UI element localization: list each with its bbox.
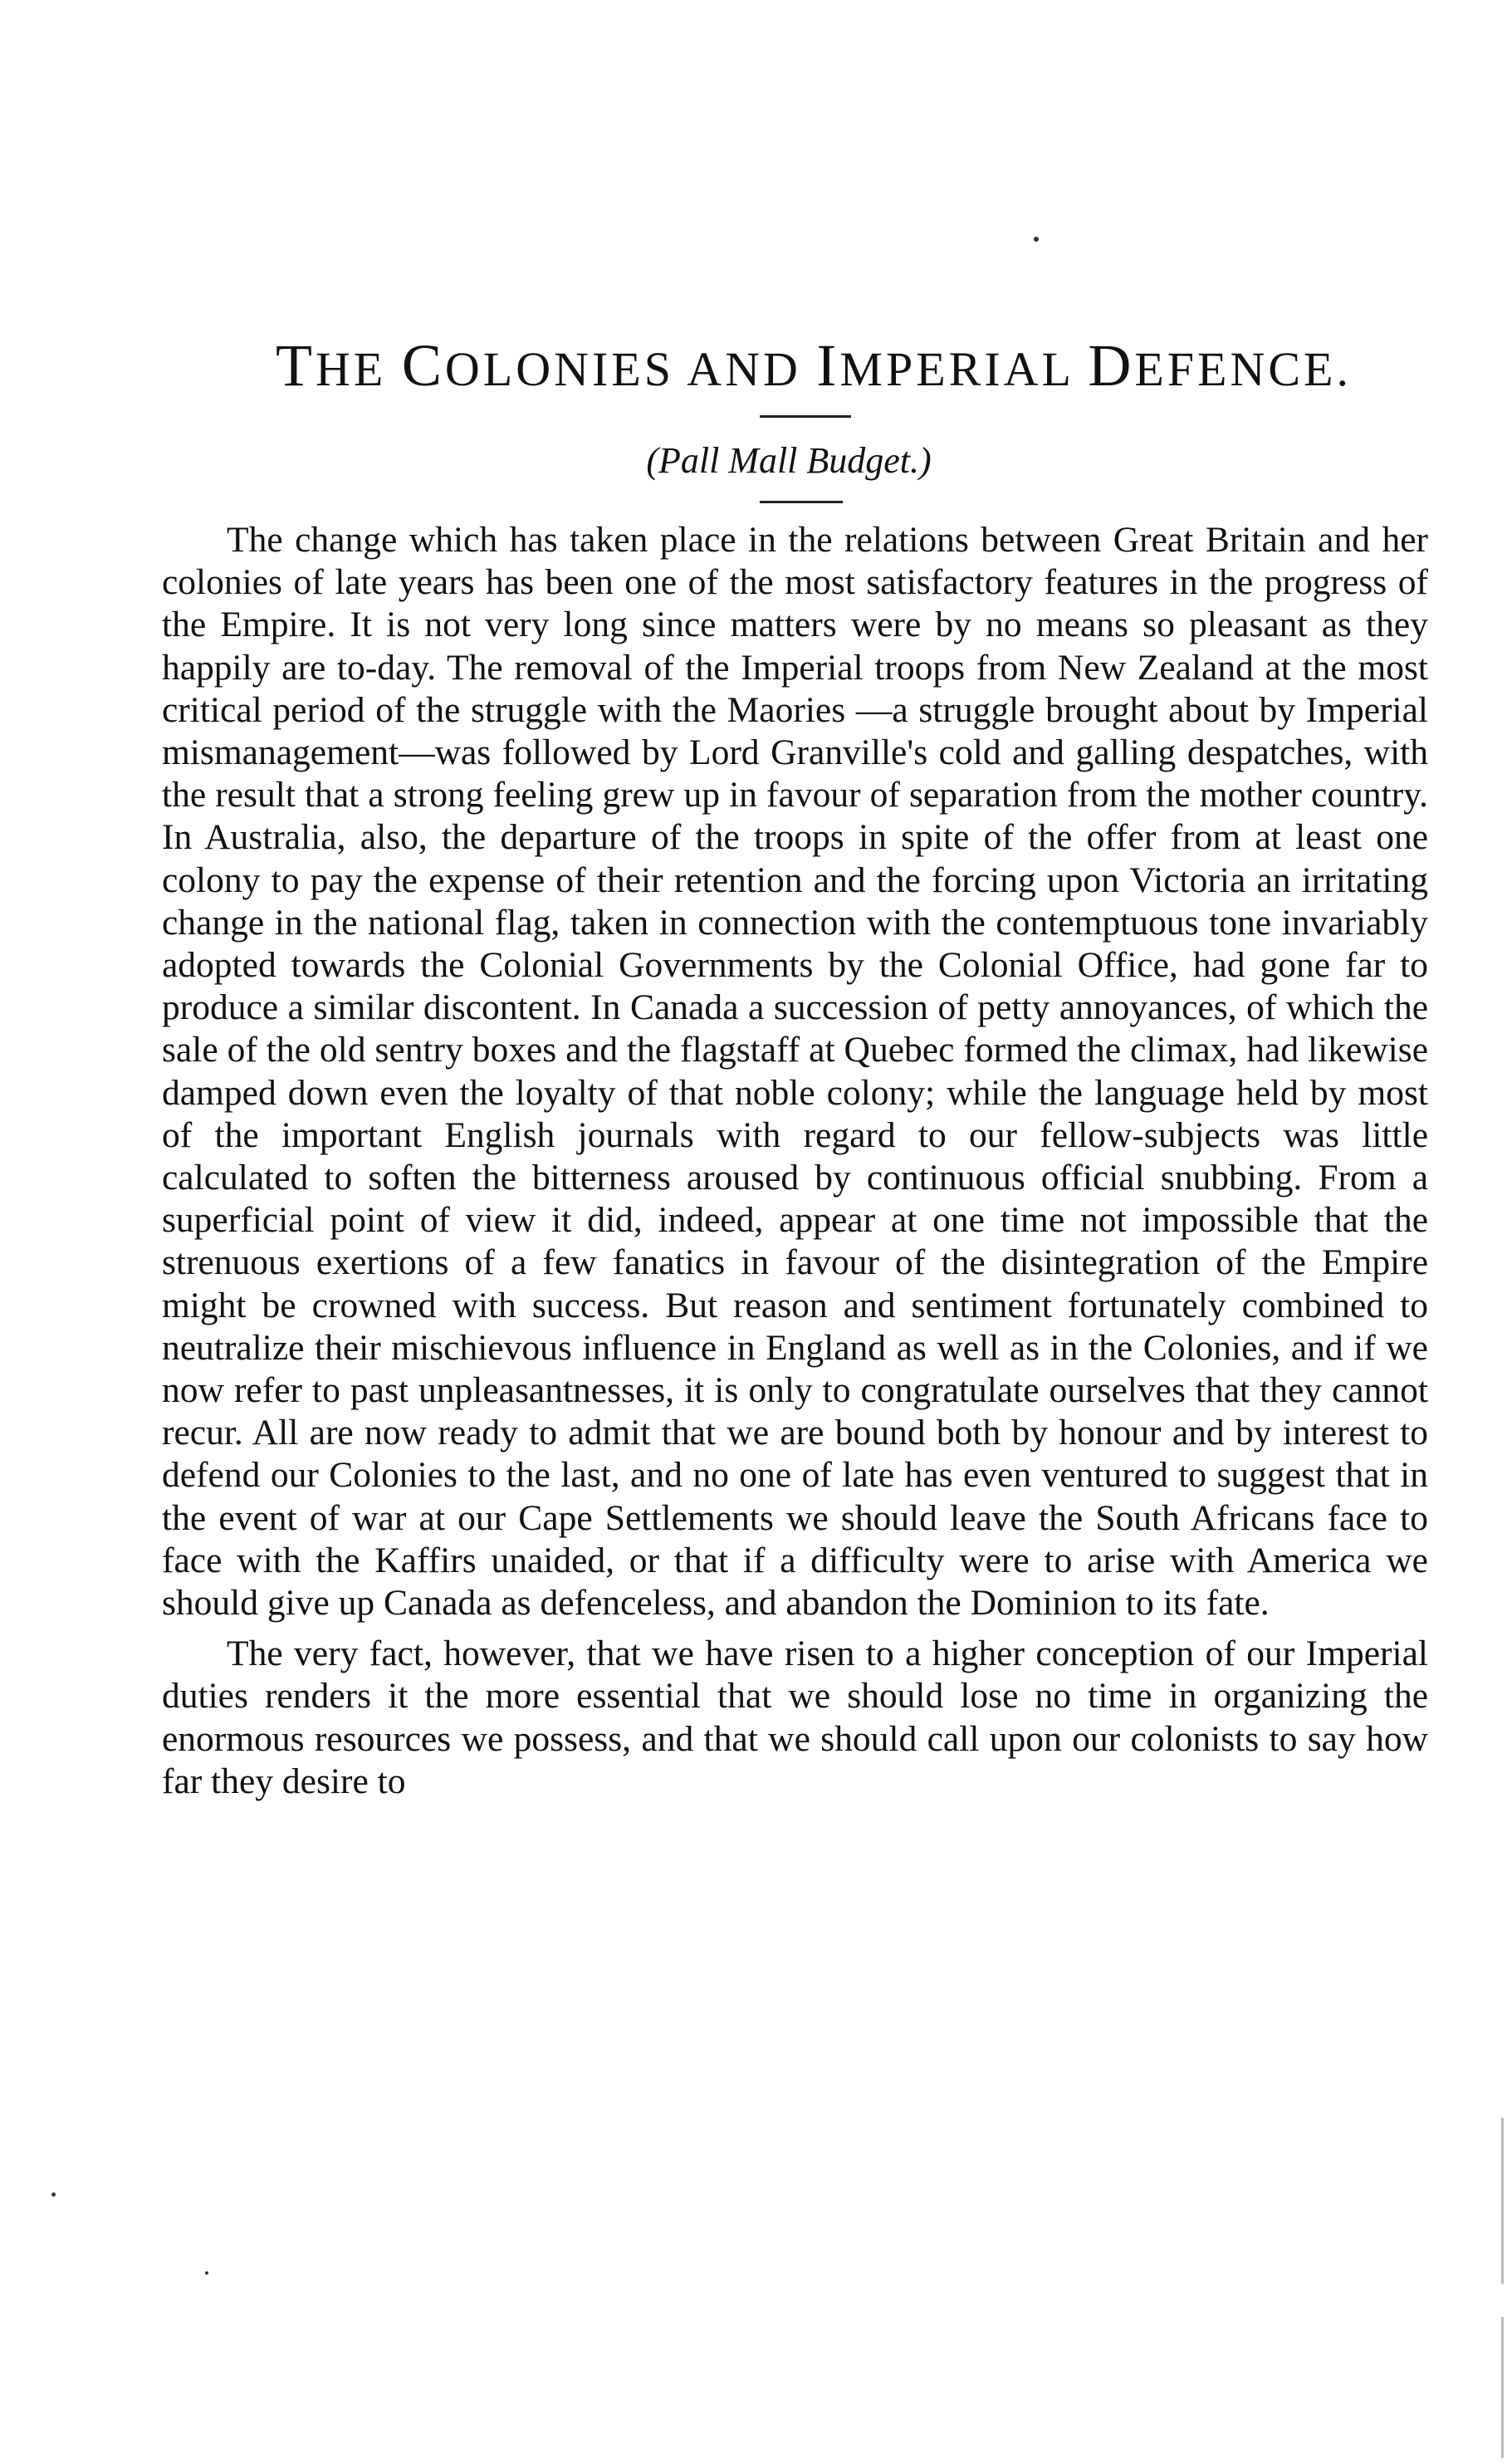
title-rule	[760, 415, 851, 418]
article-source: (Pall Mall Budget.)	[646, 440, 932, 481]
source-rule	[760, 501, 843, 503]
page-edge-mark	[1501, 2118, 1504, 2284]
page-speck	[1034, 237, 1039, 242]
article-title: THE COLONIES AND IMPERIAL DEFENCE.	[276, 332, 1352, 399]
page-edge-mark	[1501, 2317, 1504, 2458]
article-body	[162, 519, 1428, 1803]
paragraph-1: The change which has taken place in the relations between Great Britain and her colonies of late years has been one of the most satisfactory features in the progress of the Empire. It is not very long since matters were by no means so pleasant as they happily are to-day. The removal of the Imperial troops from New Zealand at the most critical period of the struggle with the Maories —a struggle brought about by Imperial mismanagement—was followed by Lord Granville's cold and galling despatches, with the result that a strong feeling grew up in favour of separation from the mother country. In Australia, also, the departure of the troops in spite of the offer from at least one colony to pay the expense of their retention and the forcing upon Victoria an irritating change in the national flag, taken in connection with the contemptuous tone invariably adopted towards the Colonial Governments by the Colonial Office, had gone far to produce a similar discontent. In Canada a succession of petty annoyances, of which the sale of the old sentry boxes and the flagstaff at Quebec formed the climax, had likewise damped down even the loyalty of that noble colony; while the language held by most of the important English journals with regard to our fellow-subjects was little calculated to soften the bitterness aroused by continuous official snubbing. From a superficial point of view it did, indeed, appear at one time not impossible that the strenuous exertions of a few fanatics in favour of the disintegration of the Empire might be crowned with success. But reason and sentiment fortunately combined to neutralize their mischievous influence in England as well as in the Colonies, and if we now refer to past unpleasantnesses, it is only to congratulate ourselves that they cannot recur. All are now ready to admit that we are bound both by honour and by interest to defend our Colonies to the last, and no one of late has even ventured to suggest that in the event of war at our Cape Settlements we should leave the South Africans face to face with the Kaffirs unaided, or that if a difficulty were to arise with America we should give up Canada as defenceless, and abandon the Dominion to its fate.	[162, 520, 1428, 1624]
page-speck	[205, 2271, 208, 2275]
paragraph-2: The very fact, however, that we have risen to a higher conception of our Imperial duties renders it the more essential that we should lose no time in organizing the enormous resources we possess, and that we should call upon our colonists to say how far they desire to	[162, 1634, 1428, 1801]
page-speck	[51, 2192, 56, 2197]
